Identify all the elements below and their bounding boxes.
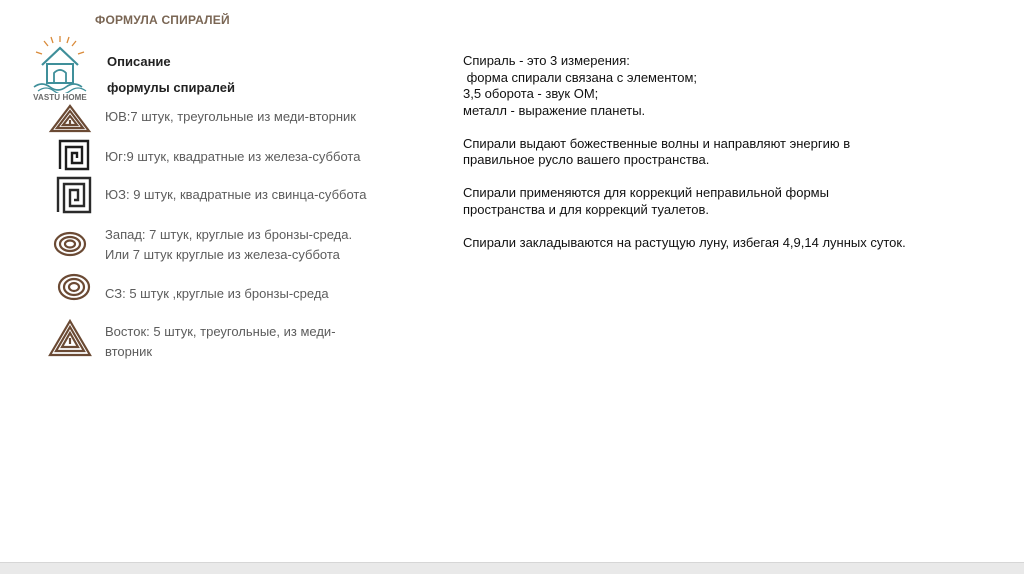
subtitle [107, 49, 235, 101]
house-sun-icon [30, 35, 90, 93]
slide-title: ФОРМУЛА СПИРАЛЕЙ [95, 13, 230, 27]
info-line: форма спирали связана с элементом; [463, 69, 697, 85]
logo-text: VASTU HOME [33, 93, 87, 102]
spiral-info-text [463, 53, 1003, 268]
direction-text-line-1: Восток: 5 штук, треугольные, из меди- [105, 324, 336, 339]
direction-text: Юг:9 штук, квадратные из железа-суббота [105, 149, 361, 164]
direction-text-line-2: Или 7 штук круглые из железа-суббота [105, 247, 340, 262]
info-line: металл - выражение планеты. [463, 102, 646, 118]
direction-text-line-2: вторник [105, 344, 153, 359]
info-paragraph-3 [463, 185, 1003, 218]
subtitle-line-2: формулы спиралей [107, 80, 235, 95]
info-line: Спирали выдают божественные волны и направляют энергию в [463, 135, 851, 151]
triangle-spiral-icon [48, 318, 92, 358]
direction-text-line-1: Запад: 7 штук, круглые из бронзы-среда. [105, 227, 353, 242]
round-spiral-icon [48, 270, 92, 310]
direction-text: ЮВ:7 штук, треугольные из меди-вторник [105, 109, 356, 124]
info-line: Спирали применяются для коррекций неправильной формы [463, 185, 829, 200]
square-spiral-icon [48, 137, 92, 177]
square-spiral-icon [48, 175, 92, 215]
direction-text: ЮЗ: 9 штук, квадратные из свинца-суббота [105, 187, 367, 202]
info-line: 3,5 оборота - звук ОМ; [463, 86, 599, 101]
round-spiral-icon [48, 227, 92, 267]
info-paragraph-1 [463, 53, 1003, 119]
direction-text: СЗ: 5 штук ,круглые из бронзы-среда [105, 286, 329, 301]
info-line: Спирали закладываются на растущую луну, избегая 4,9,14 лунных суток. [463, 234, 906, 250]
info-paragraph-4 [463, 235, 1003, 252]
info-line: правильное русло вашего пространства. [463, 152, 710, 167]
vastu-home-logo [30, 35, 90, 105]
info-line: пространства и для коррекций туалетов. [463, 201, 709, 217]
subtitle-line-1: Описание [107, 54, 171, 69]
info-line: Спираль - это 3 измерения: [463, 53, 630, 68]
info-paragraph-2 [463, 136, 1003, 169]
